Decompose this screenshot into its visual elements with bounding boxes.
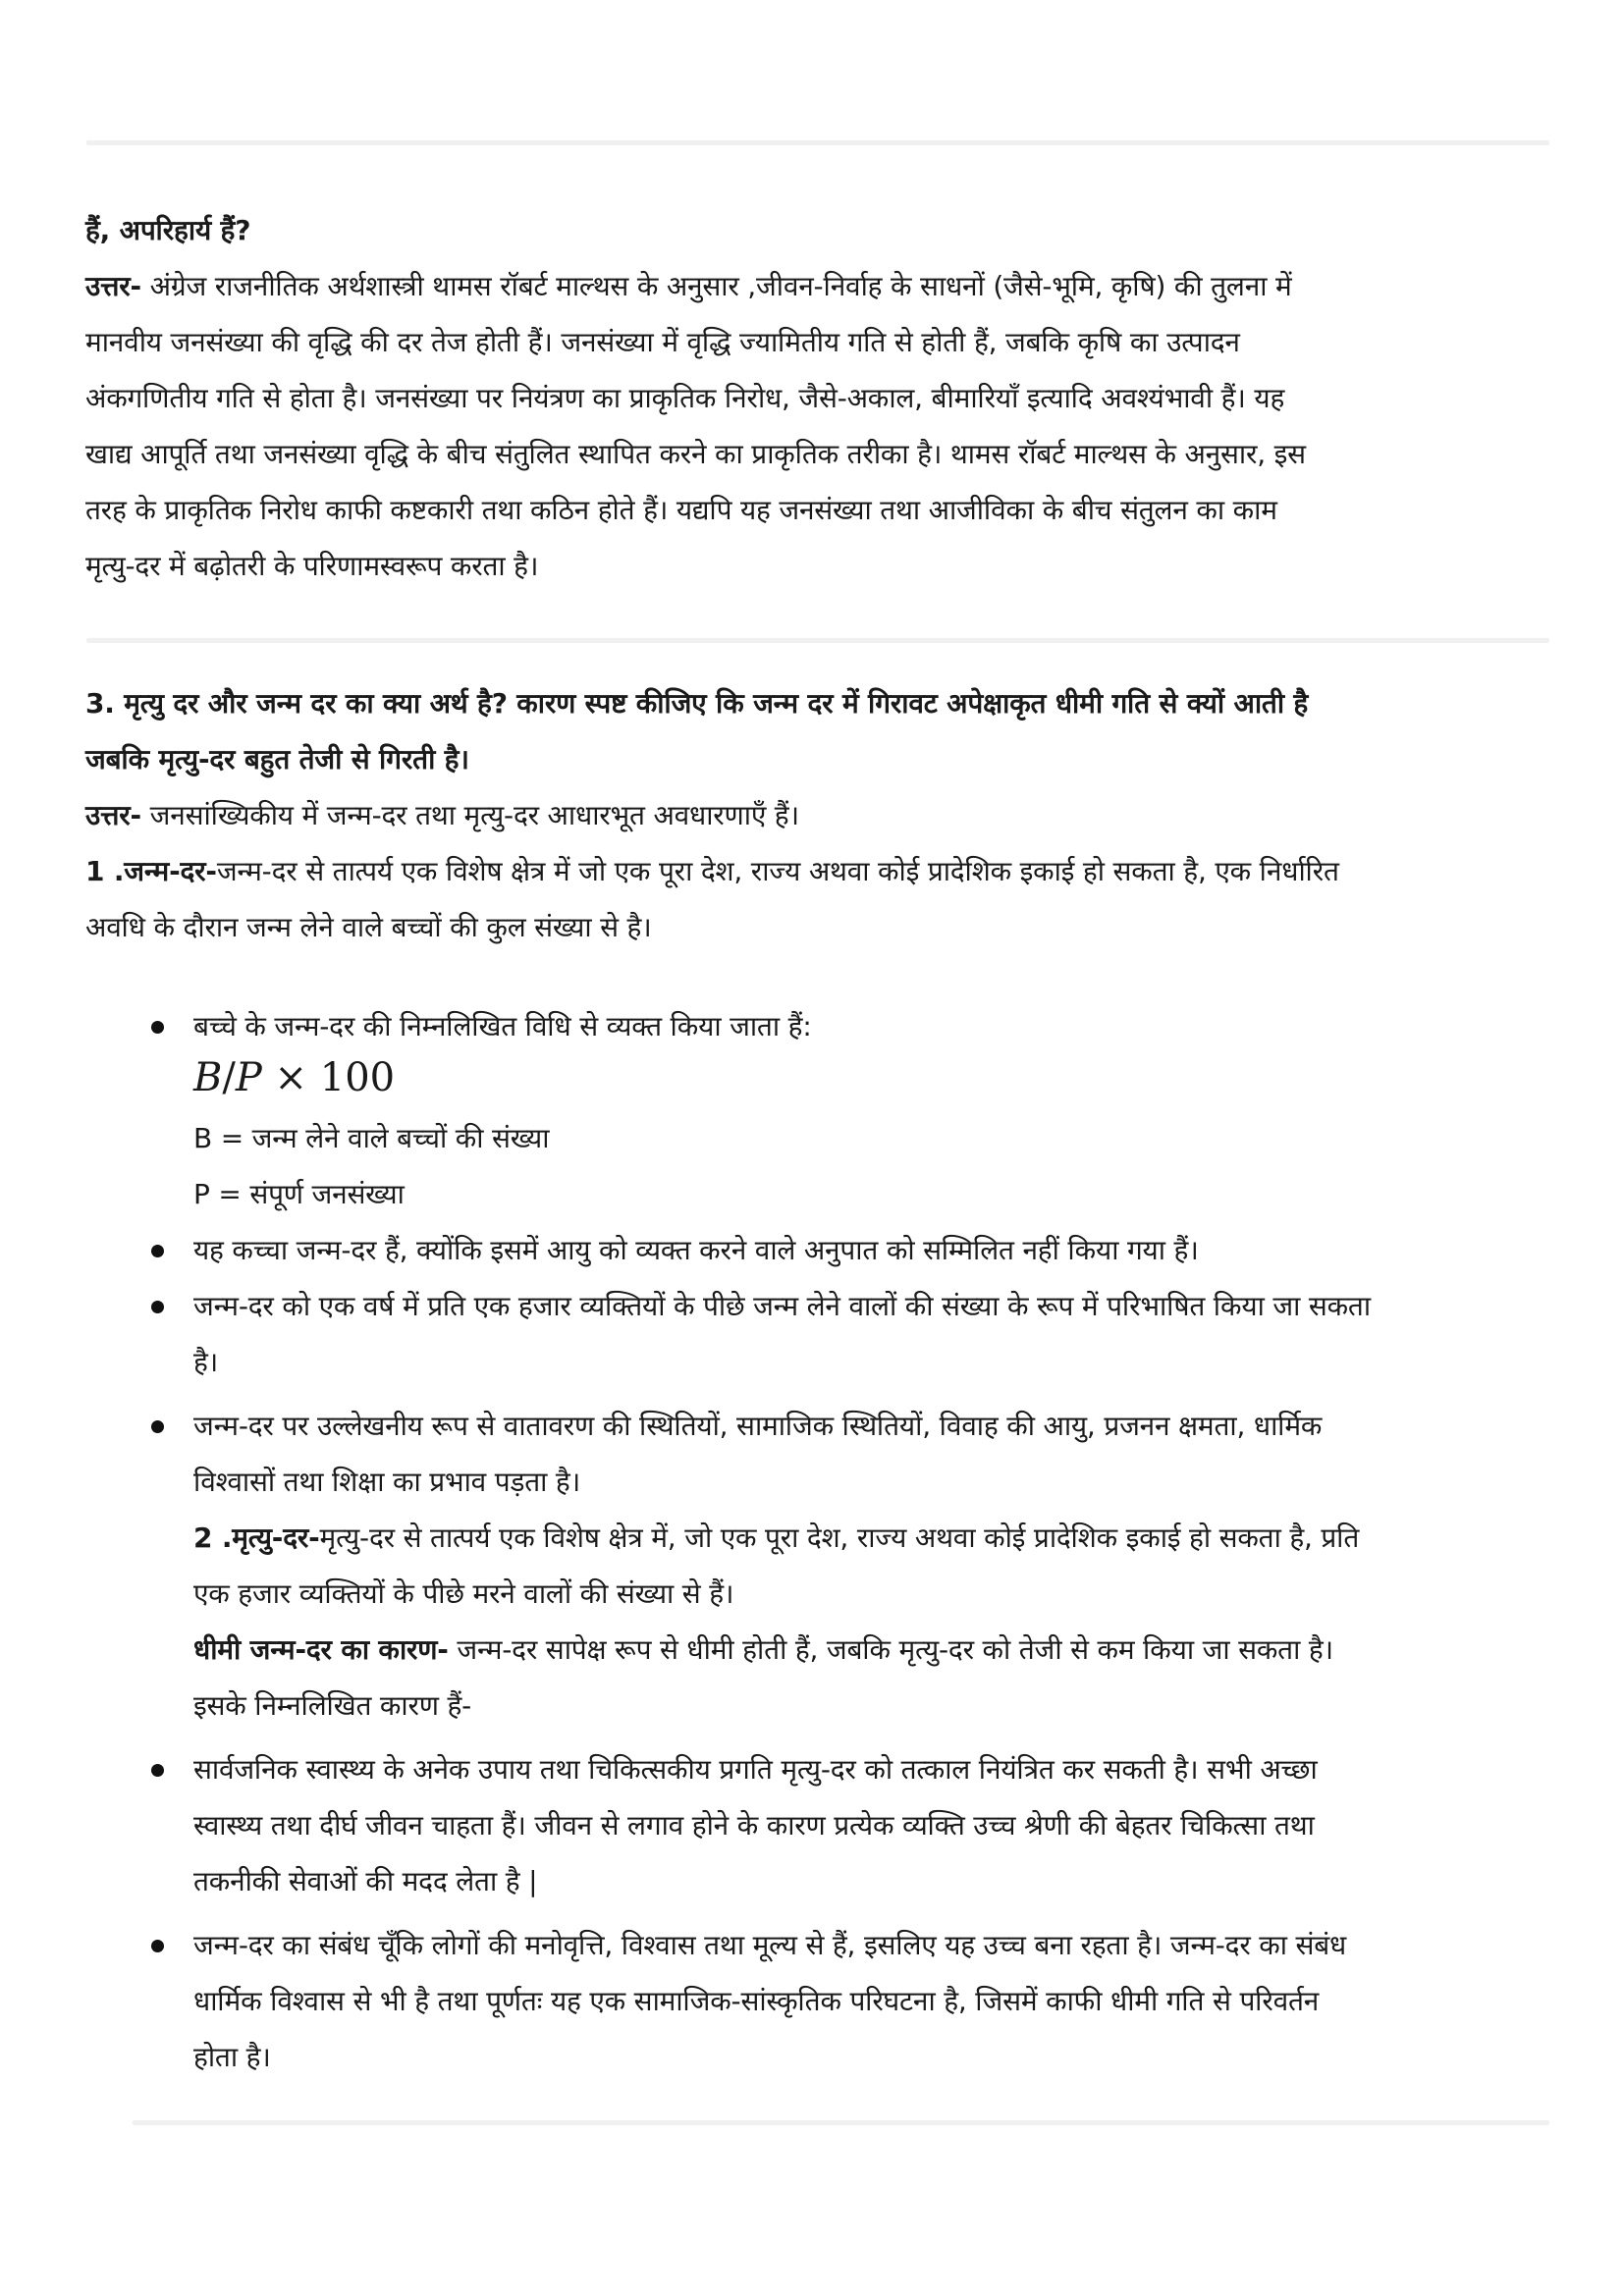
answer-intro: [85, 796, 799, 835]
point2-line: एक हजार व्यक्तियों के पीछे मरने वालों की संख्या से हैं।: [193, 1577, 734, 1610]
bullet-icon: [151, 1940, 164, 1952]
answer-text: अंग्रेज राजनीतिक अर्थशास्त्री थामस रॉबर्ट माल्थस के अनुसार ,जीवन-निर्वाह के साधनों (जैसे-भूमि, कृषि) की तुलना में: [140, 270, 1292, 302]
reason-line: [193, 1630, 1333, 1670]
point1-line: [85, 852, 1339, 891]
question-heading: 3. मृत्यु दर और जन्म दर का क्या अर्थ है? कारण स्पष्ट कीजिए कि जन्म दर में गिरावट अपेक्षाकृत धीमी गति से क्यों आती है: [85, 687, 1309, 720]
question-tail: हैं, अपरिहार्य हैं?: [85, 214, 251, 246]
formula-var-b: B: [193, 1055, 223, 1100]
divider-top: [86, 140, 1549, 145]
answer-text: जनसांख्यिकीय में जन्म-दर तथा मृत्यु-दर आधारभूत अवधारणाएँ हैं।: [140, 799, 799, 831]
reason-text: जन्म-दर सापेक्ष रूप से धीमी होती हैं, जबकि मृत्यु-दर को तेजी से कम किया जा सकता है।: [448, 1633, 1333, 1666]
point2-label: 2 .मृत्यु-दर-: [193, 1522, 320, 1554]
bullet-icon: [151, 1420, 164, 1433]
reason-label: धीमी जन्म-दर का कारण-: [193, 1633, 449, 1666]
answer-label: उत्तर-: [85, 799, 141, 831]
list-item: जन्म-दर पर उल्लेखनीय रूप से वातावरण की स्थितियों, सामाजिक स्थितियों, विवाह की आयु, प्रजनन क्षमता, धार्मिक: [193, 1410, 1323, 1442]
bullet-icon: [151, 1245, 164, 1257]
answer-label: उत्तर-: [85, 270, 141, 302]
list-item: यह कच्चा जन्म-दर हैं, क्योंकि इसमें आयु को व्यक्त करने वाले अनुपात को सम्मिलित नहीं किया गया हैं।: [193, 1234, 1199, 1266]
list-item-cont: तकनीकी सेवाओं की मदद लेता है |: [193, 1865, 538, 1897]
formula-rest: × 100: [261, 1055, 396, 1100]
list-item: जन्म-दर को एक वर्ष में प्रति एक हजार व्यक्तियों के पीछे जन्म लेने वालों की संख्या के रूप में परिभाषित किया जा सकता: [193, 1290, 1371, 1322]
answer-line: अंकगणितीय गति से होता है। जनसंख्या पर नियंत्रण का प्राकृतिक निरोध, जैसे-अकाल, बीमारियाँ इत्यादि अवश्यंभावी हैं। यह: [85, 382, 1285, 414]
list-item: जन्म-दर का संबंध चूँकि लोगों की मनोवृत्ति, विश्वास तथा मूल्य से हैं, इसलिए यह उच्च बना रहता है। जन्म-दर का संबंध: [193, 1929, 1347, 1961]
question-heading: जबकि मृत्यु-दर बहुत तेजी से गिरती है।: [85, 743, 469, 775]
list-item-cont: स्वास्थ्य तथा दीर्घ जीवन चाहता हैं। जीवन से लगाव होने के कारण प्रत्येक व्यक्ति उच्च श्रेणी की बेहतर चिकित्सा तथा: [193, 1809, 1315, 1842]
list-item-cont: है।: [193, 1346, 219, 1378]
list-item-cont: होता है।: [193, 2041, 271, 2073]
list-item-cont: विश्वासों तथा शिक्षा का प्रभाव पड़ता है।: [193, 1466, 581, 1498]
answer-line: खाद्य आपूर्ति तथा जनसंख्या वृद्धि के बीच संतुलित स्थापित करने का प्राकृतिक तरीका है। थामस रॉबर्ट माल्थस के अनुसार, इस: [85, 438, 1306, 470]
formula-slash: /: [222, 1055, 236, 1100]
list-item: सार्वजनिक स्वास्थ्य के अनेक उपाय तथा चिकित्सकीय प्रगति मृत्यु-दर को तत्काल नियंत्रित कर सकती है। सभी अच्छा: [193, 1753, 1318, 1786]
point2-line: [193, 1519, 1359, 1558]
formula-var-p: P: [235, 1055, 262, 1100]
list-item-cont: धार्मिक विश्वास से भी है तथा पूर्णतः यह एक सामाजिक-सांस्कृतिक परिघटना है, जिसमें काफी धीमी गति से परिवर्तन: [193, 1985, 1320, 2017]
answer-line: मृत्यु-दर में बढ़ोतरी के परिणामस्वरूप करता है।: [85, 550, 539, 582]
bullet-icon: [151, 1764, 164, 1777]
reason-line: इसके निम्नलिखित कारण हैं-: [193, 1689, 472, 1722]
bullet-icon: [151, 1301, 164, 1313]
divider-middle: [86, 638, 1549, 643]
point1-line: अवधि के दौरान जन्म लेने वाले बच्चों की कुल संख्या से है।: [85, 911, 652, 943]
point1-text: जन्म-दर से तात्पर्य एक विशेष क्षेत्र में जो एक पूरा देश, राज्य अथवा कोई प्रादेशिक इकाई हो सकता है, एक निर्धारित: [216, 855, 1339, 887]
answer-line: तरह के प्राकृतिक निरोध काफी कष्टकारी तथा कठिन होते हैं। यद्यपि यह जनसंख्या तथा आजीविका के बीच संतुलन का काम: [85, 494, 1277, 526]
list-item: बच्चे के जन्म-दर की निम्नलिखित विधि से व्यक्त किया जाता हैं:: [193, 1010, 812, 1042]
answer-line: [85, 267, 1292, 306]
answer-line: मानवीय जनसंख्या की वृद्धि की दर तेज होती हैं। जनसंख्या में वृद्धि ज्यामितीय गति से होती हैं, जबकि कृषि का उत्पादन: [85, 326, 1240, 358]
formula-def-p: P = संपूर्ण जनसंख्या: [193, 1178, 405, 1210]
point1-label: 1 .जन्म-दर-: [85, 855, 217, 887]
bullet-icon: [151, 1021, 164, 1034]
formula: [193, 1053, 395, 1102]
divider-bottom: [133, 2120, 1549, 2125]
formula-def-b: B = जन्म लेने वाले बच्चों की संख्या: [193, 1122, 550, 1154]
point2-text: मृत्यु-दर से तात्पर्य एक विशेष क्षेत्र में, जो एक पूरा देश, राज्य अथवा कोई प्रादेशिक इकाई हो सकता है, प्रति: [319, 1522, 1360, 1554]
